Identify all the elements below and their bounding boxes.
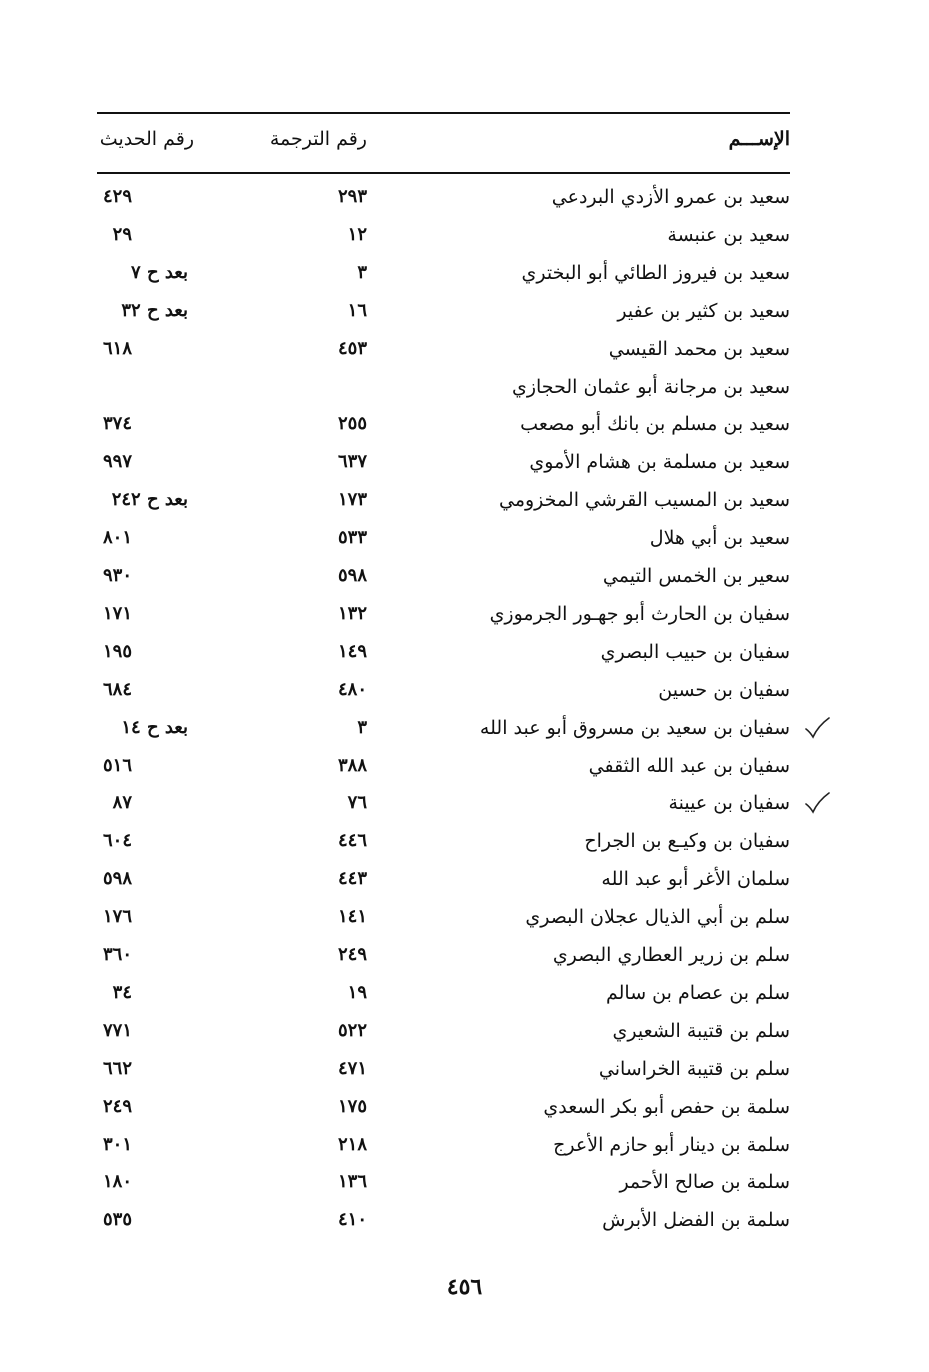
hadith-number: ١٨٠ [102, 1171, 132, 1192]
table-row [0, 1171, 929, 1209]
narrator-name: سلم بن قتيبة الشعيري [612, 1020, 790, 1042]
hadith-number: ٢٩ [112, 224, 132, 245]
table-row [0, 755, 929, 793]
hadith-number: ٩٩٧ [102, 451, 132, 472]
table-row [0, 300, 929, 338]
hadith-number: ٣٧٤ [102, 413, 132, 434]
hadith-number: ٦٨٤ [102, 679, 132, 700]
narrator-name: سعيد بن مسلمة بن هشام الأموي [529, 451, 790, 473]
table-row [0, 830, 929, 868]
tarjama-number: ٥٩٨ [337, 565, 367, 586]
table-row [0, 603, 929, 641]
narrator-name: سلم بن عصام بن سالم [605, 982, 790, 1004]
tarjama-number: ٢٩٣ [337, 186, 367, 207]
table-row [0, 792, 929, 830]
table-row [0, 944, 929, 982]
table-row [0, 527, 929, 565]
narrator-name: سلم بن أبي الذيال عجلان البصري [525, 906, 790, 928]
narrator-name: سلم بن قتيبة الخراساني [598, 1058, 790, 1080]
narrator-name: سعيد بن مرجانة أبو عثمان الحجازي [511, 376, 790, 398]
tarjama-number: ٢٥٥ [337, 413, 367, 434]
table-row [0, 1096, 929, 1134]
tarjama-number: ١٦ [347, 300, 367, 321]
hadith-number: ٦٠٤ [102, 830, 132, 851]
narrator-name: سلمة بن الفضل الأبرش [602, 1209, 790, 1231]
narrator-name: سعيد بن مسلم بن بانك أبو مصعب [520, 413, 790, 435]
narrator-name: سفيان بن الحارث أبو جهـور الجرموزي [489, 603, 790, 625]
table-row [0, 489, 929, 527]
table-row [0, 565, 929, 603]
header-rule [97, 172, 790, 174]
tarjama-number: ٣ [357, 262, 367, 283]
narrator-name: سعيد بن أبي هلال [649, 527, 790, 549]
table-row [0, 982, 929, 1020]
hadith-number: ٣٦٠ [102, 944, 132, 965]
tarjama-number: ٤٤٦ [337, 830, 367, 851]
narrator-name: سفيان بن وكيـع بن الجراح [584, 830, 790, 852]
hadith-number: ٥٩٨ [102, 868, 132, 889]
checkmark-icon [804, 715, 830, 741]
table-row [0, 338, 929, 376]
hadith-number: بعد ح ٧ [131, 262, 188, 283]
tarjama-number: ١٤١ [337, 906, 367, 927]
hadith-number: ٥١٦ [102, 755, 132, 776]
table-row [0, 1020, 929, 1058]
tarjama-number: ٤٧١ [337, 1058, 367, 1079]
table-row [0, 376, 929, 414]
hadith-number: ٤٢٩ [102, 186, 132, 207]
hadith-number: ١٧٦ [102, 906, 132, 927]
table-row [0, 1209, 929, 1247]
narrator-name: سلمة بن صالح الأحمر [619, 1171, 790, 1193]
narrator-name: سلمة بن حفص أبو بكر السعدي [543, 1096, 790, 1118]
narrator-name: سفيان بن حسين [658, 679, 790, 701]
tarjama-number: ٤١٠ [337, 1209, 367, 1230]
table-row [0, 451, 929, 489]
tarjama-number: ٥٣٣ [337, 527, 367, 548]
tarjama-number: ٦٣٧ [337, 451, 367, 472]
narrator-name: سعيد بن فيروز الطائي أبو البختري [521, 262, 790, 284]
top-rule [97, 112, 790, 114]
hadith-number: ٩٣٠ [102, 565, 132, 586]
tarjama-number: ٢٤٩ [337, 944, 367, 965]
hadith-number: ٧٧١ [102, 1020, 132, 1041]
tarjama-number: ١٧٥ [337, 1096, 367, 1117]
tarjama-number: ٥٢٢ [337, 1020, 367, 1041]
table-row [0, 717, 929, 755]
narrator-name: سعيد بن عمرو الأزدي البردعي [551, 186, 790, 208]
table-row [0, 1134, 929, 1172]
narrator-name: سعيد بن المسيب القرشي المخزومي [498, 489, 790, 511]
hadith-number: ٣٤ [112, 982, 132, 1003]
tarjama-number: ١٤٩ [337, 641, 367, 662]
narrator-name: سفيان بن سعيد بن مسروق أبو عبد الله [479, 717, 790, 739]
tarjama-number: ٤٨٠ [337, 679, 367, 700]
hadith-number: بعد ح ١٤ [121, 717, 188, 738]
header-name: الإســـم [728, 128, 790, 150]
tarjama-number: ٧٦ [347, 792, 367, 813]
tarjama-number: ١٣٢ [337, 603, 367, 624]
narrator-name: سفيان بن عيينة [668, 792, 790, 814]
header-tarjama: رقم الترجمة [269, 128, 367, 150]
tarjama-number: ٣ [357, 717, 367, 738]
table-row [0, 224, 929, 262]
table-row [0, 906, 929, 944]
hadith-number: ٨٠١ [102, 527, 132, 548]
table-row [0, 186, 929, 224]
narrator-name: سلمة بن دينار أبو حازم الأعرج [553, 1134, 790, 1156]
tarjama-number: ٤٤٣ [337, 868, 367, 889]
table-row [0, 413, 929, 451]
hadith-number: ٣٠١ [102, 1134, 132, 1155]
table-row [0, 679, 929, 717]
header-hadith: رقم الحديث [99, 128, 194, 150]
tarjama-number: ٤٥٣ [337, 338, 367, 359]
checkmark-icon [804, 790, 830, 816]
narrator-name: سعير بن الخمس التيمي [602, 565, 790, 587]
hadith-number: ٦٦٢ [102, 1058, 132, 1079]
tarjama-number: ١٣٦ [337, 1171, 367, 1192]
tarjama-number: ١٩ [347, 982, 367, 1003]
table-row [0, 262, 929, 300]
tarjama-number: ١٢ [347, 224, 367, 245]
tarjama-number: ٣٨٨ [337, 755, 367, 776]
hadith-number: بعد ح ٢٤٢ [111, 489, 188, 510]
hadith-number: ١٧١ [102, 603, 132, 624]
hadith-number: ١٩٥ [102, 641, 132, 662]
table-row [0, 868, 929, 906]
page-number: ٤٥٦ [446, 1274, 483, 1300]
narrator-name: سلم بن زرير العطاري البصري [552, 944, 790, 966]
hadith-number: ٥٣٥ [102, 1209, 132, 1230]
hadith-number: ٢٤٩ [102, 1096, 132, 1117]
narrator-name: سعيد بن عنبسة [667, 224, 790, 246]
narrator-name: سلمان الأغر أبو عبد الله [601, 868, 790, 890]
narrator-name: سعيد بن محمد القيسي [608, 338, 790, 360]
tarjama-number: ٢١٨ [337, 1134, 367, 1155]
narrator-name: سفيان بن حبيب البصري [600, 641, 790, 663]
tarjama-number: ١٧٣ [337, 489, 367, 510]
hadith-number: بعد ح ٣٢ [121, 300, 188, 321]
hadith-number: ٨٧ [112, 792, 132, 813]
narrator-name: سعيد بن كثير بن عفير [617, 300, 790, 322]
narrator-name: سفيان بن عبد الله الثقفي [588, 755, 790, 777]
table-row [0, 1058, 929, 1096]
table-row [0, 641, 929, 679]
hadith-number: ٦١٨ [102, 338, 132, 359]
